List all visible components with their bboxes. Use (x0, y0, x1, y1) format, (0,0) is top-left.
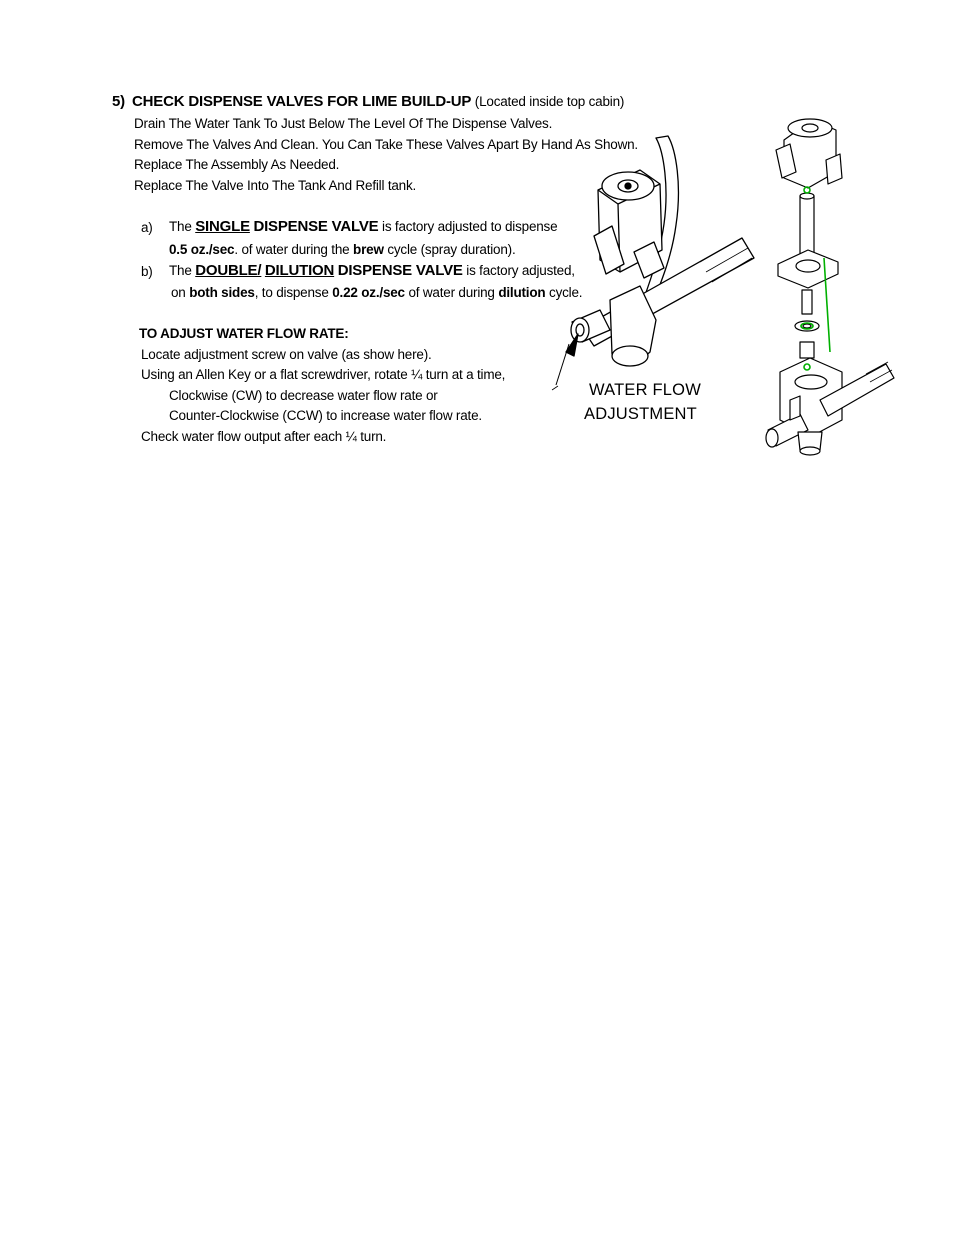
water-flow-label-line2: ADJUSTMENT (584, 405, 697, 423)
water-flow-label-line1: WATER FLOW (589, 381, 701, 399)
item-a-line1: The SINGLE DISPENSE VALVE is factory adjusted to dispense (169, 218, 558, 235)
dispense-valve-label: DISPENSE VALVE (337, 262, 463, 279)
item-b-line2: on both sides, to dispense 0.22 oz./sec of water during dilution cycle. (171, 285, 583, 300)
item-a-line2: 0.5 oz./sec. of water during the brew cycle (spray duration). (169, 242, 516, 257)
section-number: 5) (112, 93, 125, 110)
step-remove-clean: Remove The Valves And Clean. You Can Take These Valves Apart By Hand As Shown. (134, 137, 638, 152)
location-note: (Located inside top cabin) (474, 94, 625, 109)
double-label: DOUBLE/ (195, 262, 262, 279)
double-rate: 0.22 oz./sec (332, 285, 405, 300)
adjust-line3: Clockwise (CW) to decrease water flow rate or (169, 388, 438, 403)
adjust-line1: Locate adjustment screw on valve (as show here). (141, 347, 432, 362)
step-replace-valve: Replace The Valve Into The Tank And Refill tank. (134, 178, 417, 193)
adjust-line4: Counter-Clockwise (CCW) to increase water flow rate. (169, 408, 482, 423)
item-b-line1: The DOUBLE/ DILUTION DISPENSE VALVE is factory adjusted, (169, 262, 575, 279)
single-rate: 0.5 oz./sec (169, 242, 235, 257)
dilution-label: DILUTION (264, 262, 335, 279)
dispense-valve-label: DISPENSE VALVE (253, 218, 379, 235)
adjust-line2: Using an Allen Key or a flat screwdriver, rotate ¼ turn at a time, (141, 367, 506, 382)
item-a-marker: a) (141, 220, 153, 235)
item-b-marker: b) (141, 264, 153, 279)
step-replace-assembly: Replace The Assembly As Needed. (134, 157, 340, 172)
step-drain: Drain The Water Tank To Just Below The Level Of The Dispense Valves. (134, 116, 553, 131)
section-heading: CHECK DISPENSE VALVES FOR LIME BUILD-UP (132, 93, 472, 110)
single-label: SINGLE (195, 218, 250, 235)
adjust-heading: TO ADJUST WATER FLOW RATE: (139, 326, 349, 341)
adjust-line5: Check water flow output after each ¼ turn. (141, 429, 387, 444)
